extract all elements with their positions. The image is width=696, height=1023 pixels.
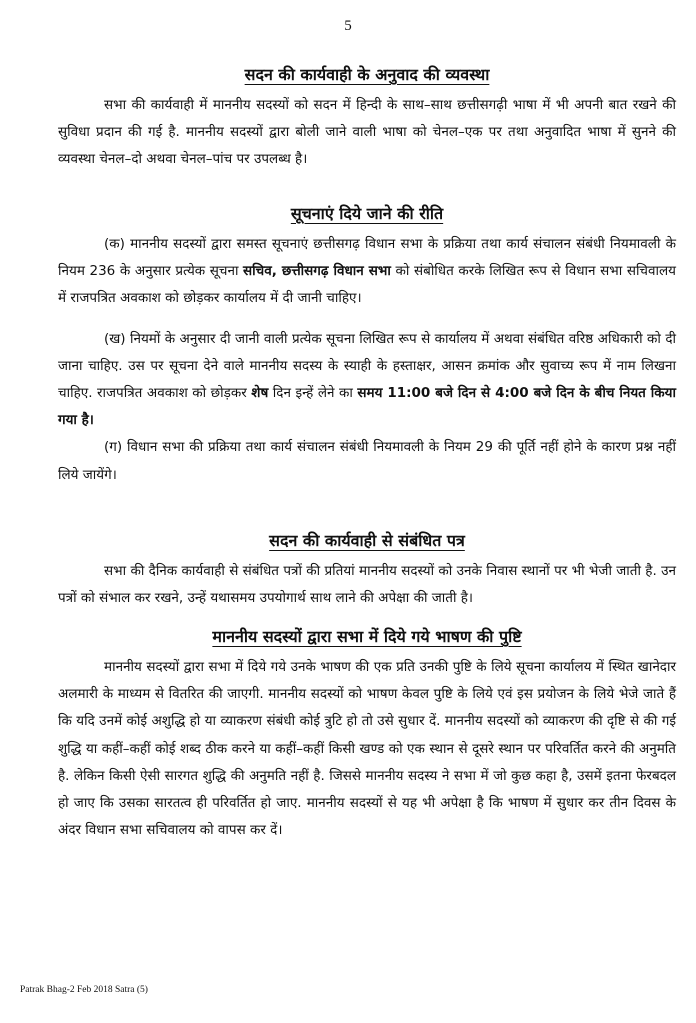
clause-text: (क) माननीय सदस्यों द्वारा समस्त सूचनाएं छत्तीसगढ़ विधान सभा के प्रक्रिया तथा कार्य संचालन संबंधी नियमावली के नियम 236 के अनुसार प्रत्येक सूचना <box>58 236 676 280</box>
clause-text: को संबोधित करके लिखित रूप से विधान सभा सचिवालय में राजपत्रित अवकाश को छोड़कर कार्यालय में दी जानी चाहिए। <box>58 263 676 307</box>
section-translation <box>58 64 676 174</box>
section-heading: सूचनाएं दिये जाने की रीति <box>290 204 444 223</box>
section-speech-confirmation <box>58 626 676 844</box>
section-proceedings-papers <box>58 530 676 612</box>
section-heading: सदन की कार्यवाही से संबंधित पत्र <box>269 531 465 550</box>
section-heading: सदन की कार्यवाही के अनुवाद की व्यवस्था <box>244 65 490 84</box>
clause-bold-text: शेष <box>251 385 269 402</box>
section-paragraph: माननीय सदस्यों द्वारा सभा में दिये गये उनके भाषण की एक प्रति उनकी पुष्टि के लिये सूचना कार्यालय में स्थित खानेदार अलमारी के माध्यम से वितरित की जाएगी. माननीय सदस्यों को भाषण केवल पुष्टि के लिये एवं इस प्रयोजन के लिये भेजे जाते हैं कि यदि उनमें कोई अशुद्धि हो या व्याकरण संबंधी कोई त्रुटि हो तो उसे सुधार दें. माननीय सदस्यों को व्याकरण की दृष्टि से की गई शुद्धि या कहीं–कहीं कोई शब्द ठीक करने या कहीं–कहीं किसी खण्ड को एक स्थान से दूसरे स्थान पर परिवर्तित करने की अनुमति है. लेकिन किसी ऐसी सारगत शुद्धि की अनुमति नहीं है. जिससे माननीय सदस्य ने सभा में जो कुछ कहा है, उसमें इतना फेरबदल हो जाए कि उसका सारतत्व ही परिवर्तित हो जाए. माननीय सदस्यों से यह भी अपेक्षा है कि भाषण में सुधार कर तीन दिवस के अंदर विधान सभा सचिवालय को वापस कर दें। <box>58 659 676 839</box>
clause-text: दिन इन्हें लेने का <box>268 385 358 402</box>
section-notices <box>58 203 676 489</box>
clause-kha <box>58 326 676 435</box>
footer-note: Patrak Bhag-2 Feb 2018 Satra (5) <box>20 985 148 995</box>
section-paragraph: सभा की कार्यवाही में माननीय सदस्यों को सदन में हिन्दी के साथ–साथ छत्तीसगढ़ी भाषा में भी अपनी बात रखने की सुविधा प्रदान की गई है. माननीय सदस्यों द्वारा बोली जाने वाली भाषा को चेनल–एक पर तथा अनुवादित भाषा में सुनने की व्यवस्था चेनल–दो अथवा चेनल–पांच पर उपलब्ध है। <box>58 97 676 168</box>
section-heading: माननीय सदस्यों द्वारा सभा में दिये गये भाषण की पुष्टि <box>212 627 522 646</box>
clause-ga: (ग) विधान सभा की प्रक्रिया तथा कार्य संचालन संबंधी नियमावली के नियम 29 की पूर्ति नहीं होने के कारण प्रश्न नहीं लिये जायेंगे। <box>58 439 676 483</box>
clause-text: (ख) नियमों के अनुसार दी जानी वाली प्रत्येक सूचना लिखित रूप से कार्यालय में अथवा संबंधित वरिष्ठ अधिकारी को दी जाना चाहिए. उस पर सूचना देने वाले माननीय सदस्य के स्याही के हस्ताक्षर, आसन क्रमांक और सुवाच्य रूप में नाम लिखना चाहिए. राजपत्रित अवकाश को छोड़कर <box>58 330 676 402</box>
clause-ka <box>58 231 676 313</box>
section-paragraph: सभा की दैनिक कार्यवाही से संबंधित पत्रों की प्रतियां माननीय सदस्यों को उनके निवास स्थानों पर भी भेजी जाती है. उन पत्रों को संभाल कर रखने, उन्हें यथासमय उपयोगार्थ साथ लाने की अपेक्षा की जाती है। <box>58 563 676 607</box>
page-number: 5 <box>344 18 352 34</box>
clause-bold-text: समय 11:00 बजे दिन से 4:00 बजे दिन के बीच नियत किया गया है। <box>58 385 676 429</box>
clause-bold-text: सचिव, छत्तीसगढ़ विधान सभा <box>243 263 391 280</box>
